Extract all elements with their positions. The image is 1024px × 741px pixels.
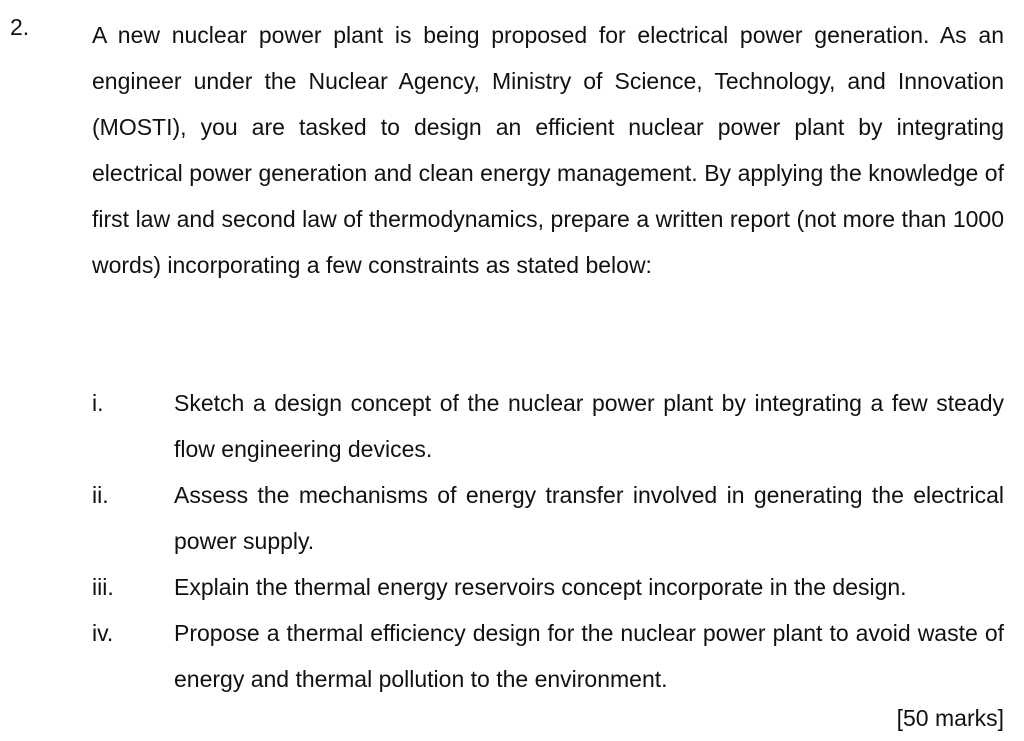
sub-question-item bbox=[92, 380, 1004, 472]
sub-question-list bbox=[92, 380, 1004, 702]
sub-question-text: Sketch a design concept of the nuclear power plant by integrating a few steady flow engineering devices. bbox=[174, 390, 1004, 462]
sub-question-item bbox=[92, 472, 1004, 564]
sub-question-text: Propose a thermal efficiency design for the nuclear power plant to avoid waste of energy and thermal pollution to the environment. bbox=[174, 620, 1004, 692]
question-number: 2. bbox=[10, 14, 30, 40]
marks-allocation: [50 marks] bbox=[896, 705, 1004, 731]
sub-question-text: Assess the mechanisms of energy transfer involved in generating the electrical power supply. bbox=[174, 482, 1004, 554]
sub-question-marker: iii. bbox=[92, 574, 114, 600]
sub-question-marker: i. bbox=[92, 390, 104, 416]
sub-question-item bbox=[92, 610, 1004, 702]
question-body: A new nuclear power plant is being proposed for electrical power generation. As an engineer under the Nuclear Agency, Ministry of Science, Technology, and Innovation (MOSTI), you are tasked to design an efficient nuclear power plant by integrating electrical power generation and clean energy management. By applying the knowledge of first law and second law of thermodynamics, prepare a written report (not more than 1000 words) incorporating a few constraints as stated below: bbox=[92, 22, 1004, 278]
sub-question-item bbox=[92, 564, 1004, 610]
sub-question-marker: ii. bbox=[92, 482, 109, 508]
sub-question-marker: iv. bbox=[92, 620, 114, 646]
sub-question-text: Explain the thermal energy reservoirs concept incorporate in the design. bbox=[174, 574, 907, 600]
